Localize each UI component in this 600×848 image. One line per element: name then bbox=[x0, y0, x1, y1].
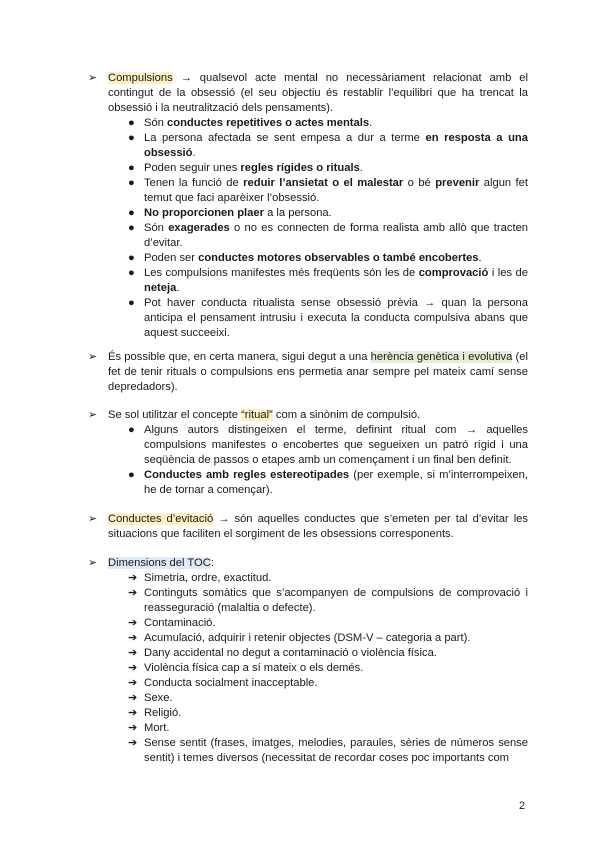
bullet-icon: ● bbox=[128, 222, 135, 234]
page-number: 2 bbox=[519, 800, 526, 812]
list-item: ● Poden seguir unes regles rígides o rituals. bbox=[128, 162, 363, 174]
arrow-bullet-icon: ➔ bbox=[128, 572, 138, 584]
bullet-icon: ● bbox=[128, 267, 135, 279]
dimensions-heading: Dimensions del TOC: bbox=[108, 557, 214, 569]
list-item: ● Les compulsions manifestes més freqüents són les de comprovació i les de neteja. bbox=[128, 267, 529, 294]
compulsions-list bbox=[108, 116, 528, 341]
dimensions-list bbox=[108, 571, 528, 766]
list-item: ➔ Contaminació. bbox=[128, 617, 216, 629]
list-item: ● Són exagerades o no es connecten de forma realista amb allò que tracten d’evitar. bbox=[128, 222, 529, 249]
list-item: ➔ Continguts somàtics que s’acompanyen de compulsions de comprovació i reasseguració (malaltia o defecte). bbox=[128, 587, 528, 614]
list-item: ➔ Mort. bbox=[128, 722, 170, 734]
bullet-icon: ● bbox=[128, 117, 135, 129]
list-item: ● No proporcionen plaer a la persona. bbox=[128, 207, 332, 219]
avoidance-text: Conductes d’evitació → són aquelles conductes que s’emeten per tal d’evitar les situacions que faciliten el sorgiment de les obsessions corresponents. bbox=[108, 513, 528, 540]
list-item: ➔ Simetria, ordre, exactitud. bbox=[128, 572, 272, 584]
ritual-text: Se sol utilitzar el concepte “ritual” com a sinònim de compulsió. bbox=[108, 409, 421, 421]
list-item: ● Pot haver conducta ritualista sense obsessió prèvia → quan la persona anticipa el pensament intrusiu i executa la conducta compulsiva abans que aquest succeeixi. bbox=[128, 297, 528, 339]
section-arrow-icon: ➢ bbox=[88, 72, 98, 84]
bullet-icon: ● bbox=[128, 162, 135, 174]
list-item: ➔ Sense sentit (frases, imatges, melodies, paraules, sèries de números sense sentit) i temes diversos (necessitat de recordar coses poc importants com bbox=[128, 737, 528, 764]
section-arrow-icon: ➢ bbox=[88, 351, 98, 363]
bullet-icon: ● bbox=[128, 424, 135, 436]
section-arrow-icon: ➢ bbox=[88, 557, 98, 569]
list-item: ➔ Violència física cap a sí mateix o els demés. bbox=[128, 662, 364, 674]
arrow-bullet-icon: ➔ bbox=[128, 677, 138, 689]
section-compulsions bbox=[88, 71, 528, 351]
section-arrow-icon: ➢ bbox=[88, 513, 98, 525]
arrow-bullet-icon: ➔ bbox=[128, 692, 138, 704]
bullet-icon: ● bbox=[128, 132, 135, 144]
bullet-icon: ● bbox=[128, 177, 135, 189]
list-item: ● Poden ser conductes motores observables o també encobertes. bbox=[128, 252, 482, 264]
bullet-icon: ● bbox=[128, 207, 135, 219]
ritual-list bbox=[108, 423, 528, 498]
highlight-ritual: “ritual” bbox=[241, 409, 273, 421]
arrow-bullet-icon: ➔ bbox=[128, 662, 138, 674]
list-item: ● Conductes amb regles estereotipades (per exemple, si m’interrompeixen, he de tornar a començar). bbox=[128, 469, 528, 496]
arrow-bullet-icon: ➔ bbox=[128, 737, 138, 749]
bullet-icon: ● bbox=[128, 469, 135, 481]
heritage-text: És possible que, en certa manera, sigui degut a una herència genètica i evolutiva (el fet de tenir rituals o compulsions ens permetia anar sempre pel mateix camí sense depredadors). bbox=[108, 351, 528, 393]
arrow-bullet-icon: ➔ bbox=[128, 617, 138, 629]
list-item: ● Tenen la funció de reduir l’ansietat o el malestar o bé prevenir algun fet temut que faci aparèixer l’obsessió. bbox=[128, 177, 528, 204]
bullet-icon: ● bbox=[128, 252, 135, 264]
list-item: ➔ Religió. bbox=[128, 707, 182, 719]
highlight-heritage: herència genètica i evolutiva bbox=[370, 351, 513, 363]
arrow-bullet-icon: ➔ bbox=[128, 647, 138, 659]
compulsions-definition: Compulsions → qualsevol acte mental no necessàriament relacionat amb el contingut de la obsessió (el seu objectiu és restablir l’equilibri que ha trencat la obsessió i la neutralització dels pensaments). bbox=[108, 72, 528, 114]
term-compulsions: Compulsions bbox=[108, 72, 173, 84]
list-item: ➔ Sexe. bbox=[128, 692, 173, 704]
section-arrow-icon: ➢ bbox=[88, 409, 98, 421]
list-item: ● Alguns autors distingeixen el terme, definint ritual com → aquelles compulsions manifestes o encobertes que segueixen un patró rígid i una seqüència de passos o etapes amb un començament i un final ben definit. bbox=[128, 424, 528, 466]
arrow-bullet-icon: ➔ bbox=[128, 707, 138, 719]
bullet-icon: ● bbox=[128, 297, 135, 309]
arrow-bullet-icon: ➔ bbox=[128, 632, 138, 644]
list-item: ● La persona afectada se sent empesa a dur a terme en resposta a una obsessió. bbox=[128, 132, 528, 159]
highlight-dimensions: Dimensions del TOC bbox=[108, 557, 211, 569]
list-item: ➔ Acumulació, adquirir i retenir objectes (DSM-V – categoria a part). bbox=[128, 632, 471, 644]
highlight-avoidance: Conductes d’evitació bbox=[108, 513, 214, 525]
list-item: ● Són conductes repetitives o actes mentals. bbox=[128, 117, 373, 129]
list-item: ➔ Conducta socialment inacceptable. bbox=[128, 677, 318, 689]
list-item: ➔ Dany accidental no degut a contaminació o violència física. bbox=[128, 647, 437, 659]
arrow-bullet-icon: ➔ bbox=[128, 722, 138, 734]
arrow-bullet-icon: ➔ bbox=[128, 587, 138, 599]
